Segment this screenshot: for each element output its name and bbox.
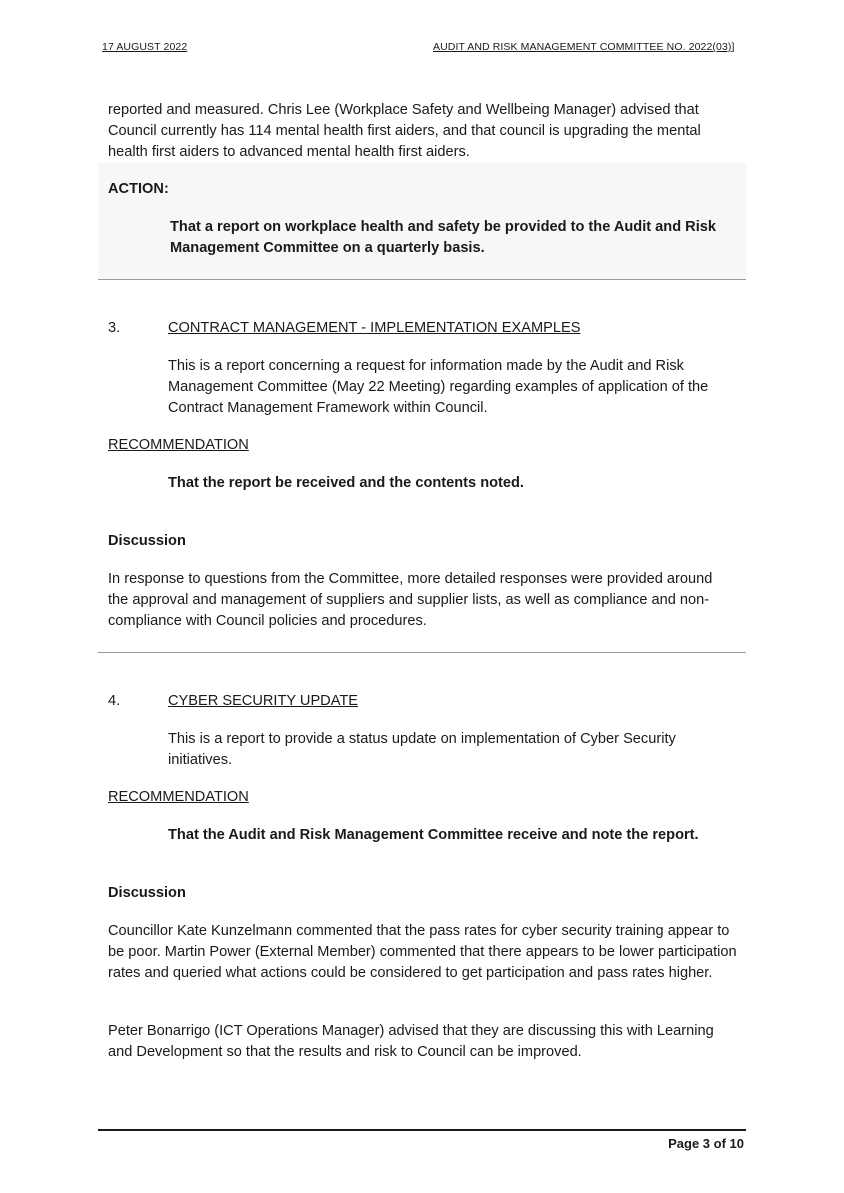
item-3-recommendation-label: RECOMMENDATION xyxy=(108,437,249,453)
action-label: ACTION: xyxy=(108,181,169,197)
item-3-title: CONTRACT MANAGEMENT - IMPLEMENTATION EXAMPLES xyxy=(168,320,581,336)
footer-rule xyxy=(98,1129,746,1131)
item-3-recommendation: That the report be received and the contents noted. xyxy=(168,475,524,491)
section-divider xyxy=(98,652,746,653)
item-4-discussion-paragraph: Peter Bonarrigo (ICT Operations Manager) advised that they are discussing this with Learning and Development so that the results and risk to Council can be improved. xyxy=(108,1023,714,1060)
item-4-number: 4. xyxy=(108,693,121,709)
intro-paragraph: reported and measured. Chris Lee (Workplace Safety and Wellbeing Manager) advised that Council currently has 114 mental health first aiders, and that council is upgrading the mental health first aiders to advanced mental health first aiders. xyxy=(108,102,701,160)
item-4-discussion-paragraph: Councillor Kate Kunzelmann commented that the pass rates for cyber security training appear to be poor. Martin Power (External Member) commented that there appears to be lower participation rates and queried what actions could be considered to get participation and pass rates higher. xyxy=(108,923,737,981)
item-3-discussion-paragraph: In response to questions from the Committee, more detailed responses were provided around the approval and management of suppliers and supplier lists, as well as compliance and non-compliance with Council policies and procedures. xyxy=(108,571,713,629)
page-number: Page 3 of 10 xyxy=(668,1136,744,1151)
item-3-summary: This is a report concerning a request for information made by the Audit and Risk Management Committee (May 22 Meeting) regarding examples of application of the Contract Management Framework within Council. xyxy=(168,358,709,416)
action-text: That a report on workplace health and safety be provided to the Audit and Risk Management Committee on a quarterly basis. xyxy=(170,219,716,256)
item-4-discussion-label: Discussion xyxy=(108,885,186,901)
header-date: 17 AUGUST 2022 xyxy=(102,41,188,53)
item-4-recommendation: That the Audit and Risk Management Committee receive and note the report. xyxy=(168,827,699,843)
item-3-number: 3. xyxy=(108,320,121,336)
item-4-title: CYBER SECURITY UPDATE xyxy=(168,693,359,709)
item-4-summary: This is a report to provide a status update on implementation of Cyber Security initiatives. xyxy=(168,731,676,768)
item-4-recommendation-label: RECOMMENDATION xyxy=(108,789,249,805)
section-divider xyxy=(98,279,746,280)
header-committee: AUDIT AND RISK MANAGEMENT COMMITTEE NO. 2022(03)] xyxy=(433,41,735,53)
item-3-discussion-label: Discussion xyxy=(108,533,186,549)
